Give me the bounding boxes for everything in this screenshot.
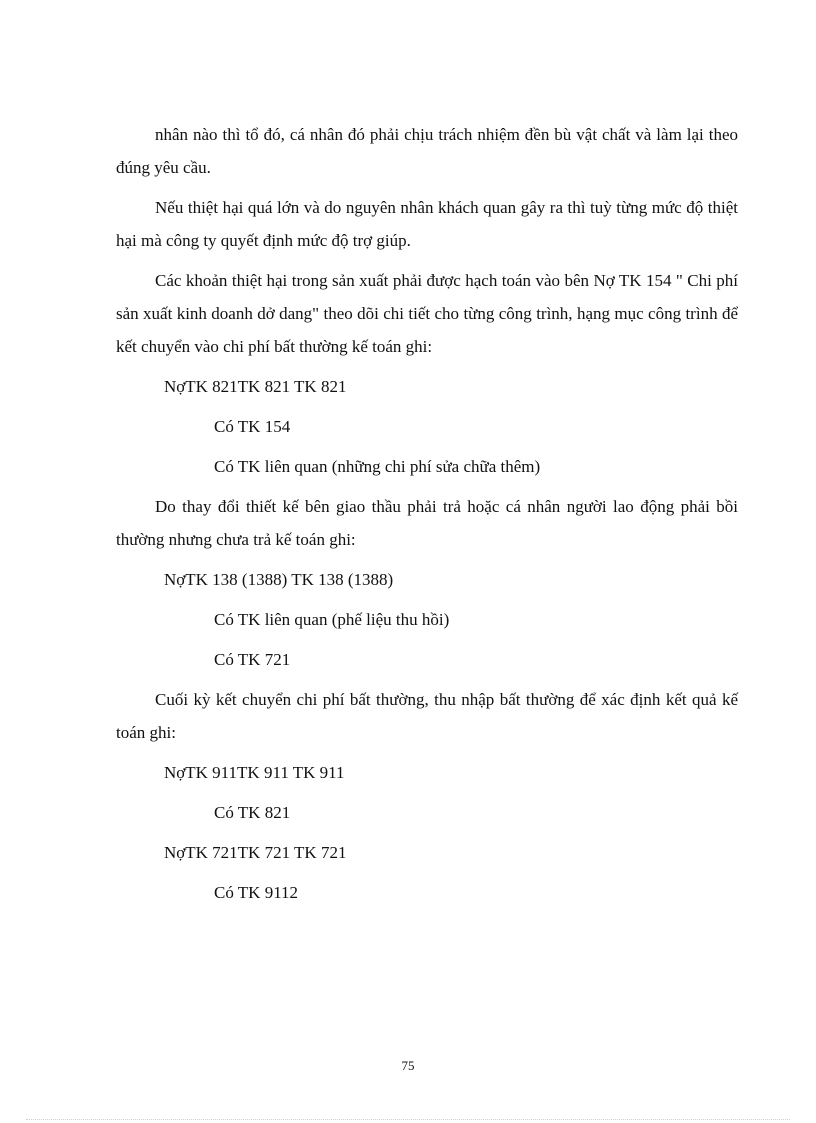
paragraph-period-end-transfer: Cuối kỳ kết chuyển chi phí bất thường, thu nhập bất thường để xác định kết quả kế toán ghi: [116, 690, 738, 742]
page-content [116, 118, 738, 916]
paragraph-damage-responsibility: nhân nào thì tổ đó, cá nhân đó phải chịu trách nhiệm đền bù vật chất và làm lại theo đúng yêu cầu. [116, 125, 738, 177]
journal-entry-credit: Có TK 721 [214, 650, 291, 669]
page-number: 75 [401, 1058, 415, 1073]
journal-entry-debit: NợTK 138 (1388) TK 138 (1388) [164, 570, 394, 589]
paragraph-large-damage: Nếu thiệt hại quá lớn và do nguyên nhân khách quan gây ra thì tuỳ từng mức độ thiệt hại mà công ty quyết định mức độ trợ giúp. [116, 198, 738, 250]
journal-entry-credit: Có TK 154 [214, 417, 291, 436]
page-bottom-divider [26, 1119, 790, 1120]
journal-entry-debit: NợTK 911TK 911 TK 911 [164, 763, 345, 782]
journal-entry-credit: Có TK 821 [214, 803, 291, 822]
journal-entry-debit: NợTK 821TK 821 TK 821 [164, 377, 347, 396]
paragraph-design-change: Do thay đổi thiết kế bên giao thầu phải trả hoặc cá nhân người lao động phải bồi thường nhưng chưa trả kế toán ghi: [116, 497, 738, 549]
journal-entry-debit: NợTK 721TK 721 TK 721 [164, 843, 347, 862]
journal-entry-credit: Có TK 9112 [214, 883, 299, 902]
journal-entry-credit: Có TK liên quan (phế liệu thu hồi) [214, 610, 450, 629]
paragraph-damage-accounting: Các khoản thiệt hại trong sản xuất phải được hạch toán vào bên Nợ TK 154 " Chi phí sản xuất kinh doanh dở dang" theo dõi chi tiết cho từng công trình, hạng mục công trình để kết chuyển vào chi phí bất thường kế toán ghi: [116, 271, 738, 356]
journal-entry-credit: Có TK liên quan (những chi phí sửa chữa thêm) [214, 457, 541, 476]
